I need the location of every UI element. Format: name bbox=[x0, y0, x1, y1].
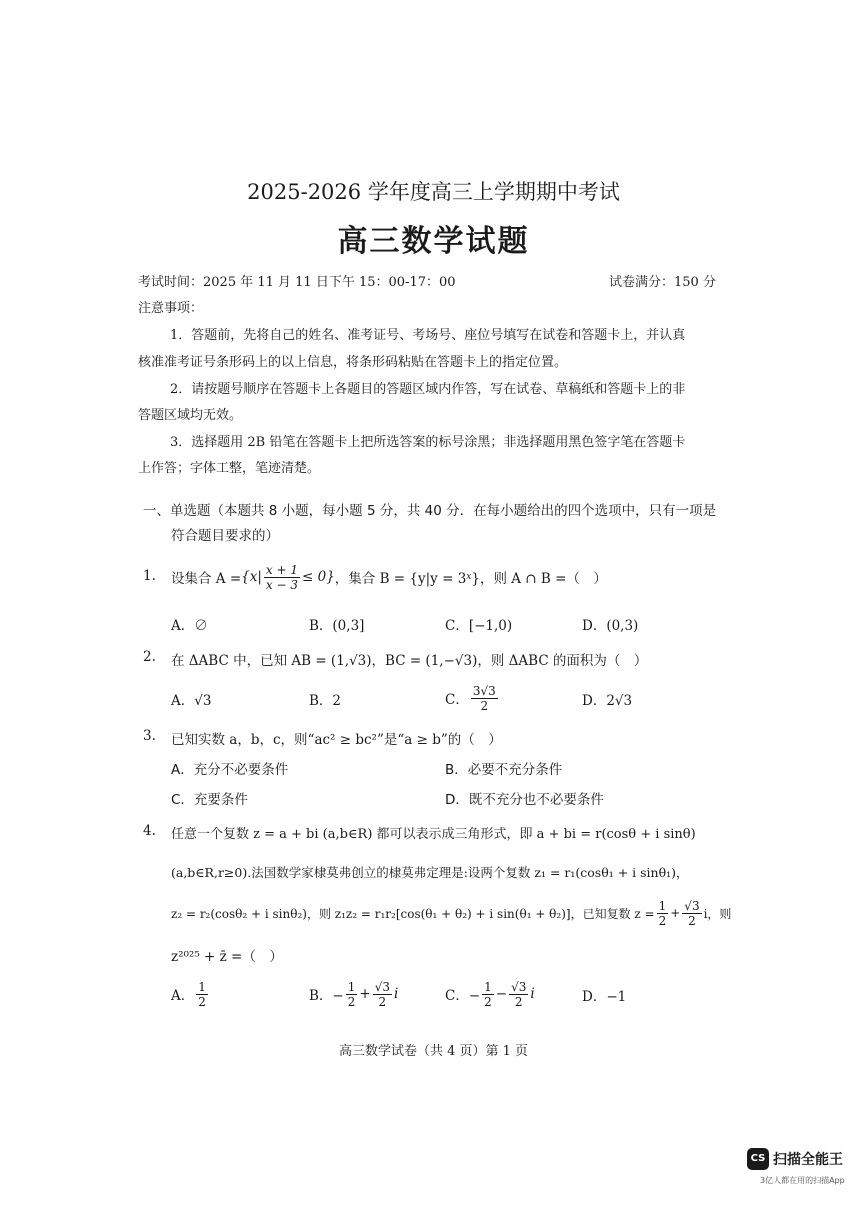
question-number: 4. bbox=[143, 823, 156, 839]
section-heading: 一、单选题（本题共 8 小题，每小题 5 分，共 40 分．在每小题给出的四个选项中，只有一项是 bbox=[143, 503, 717, 519]
frac-num: 1 bbox=[658, 898, 667, 913]
note-line: 2．请按题号顺序在答题卡上各题目的答题区域内作答，写在试卷、草稿纸和答题卡上的非 bbox=[170, 382, 686, 397]
option-a-label: A． bbox=[171, 988, 195, 1004]
option-c-frac-1 bbox=[482, 980, 494, 1009]
question-2-stem: 在 ΔABC 中，已知 AB = (1,√3)，BC = (1,−√3)，则 ΔABC 的面积为（ ） bbox=[171, 653, 648, 669]
notes-heading: 注意事项： bbox=[138, 301, 204, 316]
page-footer: 高三数学试卷（共 4 页）第 1 页 bbox=[338, 1044, 529, 1059]
question-number: 1. bbox=[143, 568, 156, 584]
q1-set-close: ≤ 0} bbox=[302, 569, 335, 585]
option-d: D．−1 bbox=[582, 989, 627, 1005]
option-a bbox=[171, 976, 210, 1012]
option-d: D．(0,3) bbox=[582, 618, 639, 634]
frac-num: 1 bbox=[198, 979, 206, 994]
q1-sup: x bbox=[466, 572, 472, 582]
frac-den: 2 bbox=[347, 994, 356, 1009]
option-a: A．充分不必要条件 bbox=[171, 762, 289, 778]
option-c bbox=[445, 976, 535, 1012]
scanner-logo-icon: CS bbox=[747, 1148, 769, 1170]
frac-den: 2 bbox=[484, 994, 492, 1009]
option-b: B．必要不充分条件 bbox=[445, 762, 563, 778]
frac-den: 2 bbox=[480, 698, 489, 713]
frac-num: √3 bbox=[374, 979, 390, 994]
question-4-line: 任意一个复数 z = a + bi (a,b∈R) 都可以表示成三角形式，即 a + bi = r(cosθ + i sinθ) bbox=[171, 827, 696, 842]
option-b: B．(0,3] bbox=[309, 618, 365, 634]
q1-frac-den: x − 3 bbox=[265, 577, 299, 592]
option-a-fraction bbox=[196, 980, 208, 1009]
option-b bbox=[309, 976, 398, 1012]
frac-den: 2 bbox=[688, 913, 696, 928]
option-d: D．2√3 bbox=[582, 693, 633, 709]
scanner-app-tagline: 3亿人都在用的扫描App bbox=[760, 1176, 845, 1185]
question-4-line: z²⁰²⁵ + z̄ =（ ） bbox=[171, 949, 283, 965]
full-score: 试卷满分：150 分 bbox=[609, 275, 716, 290]
option-d: D．既不充分也不必要条件 bbox=[445, 792, 604, 808]
q4-plus: + bbox=[670, 906, 681, 920]
question-4-line: (a,b∈R,r≥0).法国数学家棣莫弗创立的棣莫弗定理是:设两个复数 z₁ = r₁(cosθ₁ + i sinθ₁)， bbox=[171, 865, 689, 880]
option-b: B．2 bbox=[309, 693, 342, 709]
q4-frac-2 bbox=[682, 899, 701, 928]
frac-den: 2 bbox=[658, 913, 667, 928]
frac-num: 1 bbox=[484, 979, 492, 994]
option-c: C．[−1,0) bbox=[445, 618, 513, 634]
exam-title: 2025-2026 学年度高三上学期期中考试 bbox=[247, 180, 620, 204]
q1-text-c: }，则 A ∩ B =（ ） bbox=[471, 571, 607, 587]
option-c-minus: − bbox=[495, 986, 508, 1002]
option-b-plus: + bbox=[359, 986, 371, 1002]
frac-den: 2 bbox=[514, 994, 523, 1009]
frac-num: √3 bbox=[511, 979, 527, 994]
option-c: C．充要条件 bbox=[171, 792, 248, 808]
note-line: 答题区域均无效。 bbox=[138, 408, 243, 423]
option-c-label: C． bbox=[445, 692, 469, 708]
frac-den: 2 bbox=[378, 994, 387, 1009]
option-a: A．√3 bbox=[171, 693, 212, 709]
paper-title: 高三数学试题 bbox=[337, 224, 530, 259]
question-number: 3. bbox=[143, 728, 156, 744]
q4-frac-1 bbox=[657, 899, 669, 928]
option-b-label: B．− bbox=[309, 988, 344, 1004]
question-3-stem: 已知实数 a，b，c，则“ac² ≥ bc²”是“a ≥ b”的（ ） bbox=[171, 732, 502, 748]
option-c-frac-2 bbox=[509, 980, 528, 1009]
question-number: 2. bbox=[143, 649, 156, 665]
option-b-frac-2 bbox=[373, 980, 392, 1009]
frac-den: 2 bbox=[198, 994, 206, 1009]
option-b-frac-1 bbox=[346, 980, 358, 1009]
option-c-fraction bbox=[471, 684, 498, 713]
question-1-stem bbox=[171, 559, 607, 595]
q1-fraction bbox=[264, 563, 300, 592]
frac-num: √3 bbox=[684, 898, 700, 913]
frac-num: 1 bbox=[347, 979, 356, 994]
q4-line3-text: z₂ = r₂(cosθ₂ + i sinθ₂)，则 z₁z₂ = r₁r₂[cos(θ₁ + θ₂) + i sin(θ₁ + θ₂)]，已知复数 z = bbox=[171, 906, 655, 921]
exam-time: 考试时间：2025 年 11 月 11 日下午 15：00-17：00 bbox=[138, 275, 456, 290]
q1-set-open: {x| bbox=[241, 569, 262, 585]
question-4-line bbox=[171, 895, 731, 931]
note-line: 3．选择题用 2B 铅笔在答题卡上把所选答案的标号涂黑；非选择题用黑色签字笔在答题卡 bbox=[170, 435, 686, 450]
section-heading-cont: 符合题目要求的） bbox=[171, 528, 279, 544]
frac-num: 3√3 bbox=[472, 683, 496, 698]
q4-line3-tail: i，则 bbox=[703, 906, 732, 921]
q1-text-b: ，集合 B = {y|y = 3 bbox=[334, 571, 467, 587]
option-c-label: C．− bbox=[445, 988, 481, 1004]
option-c-i: i bbox=[530, 986, 535, 1002]
note-line: 1．答题前，先将自己的姓名、准考证号、考场号、座位号填写在试卷和答题卡上，并认真 bbox=[170, 328, 686, 343]
note-line: 核准准考证号条形码上的以上信息，将条形码粘贴在答题卡上的指定位置。 bbox=[138, 355, 568, 370]
option-c bbox=[445, 680, 500, 716]
option-a: A．∅ bbox=[171, 618, 208, 634]
option-b-i: i bbox=[393, 986, 399, 1002]
scanner-app-name: 扫描全能王 bbox=[773, 1152, 843, 1168]
note-line: 上作答；字体工整，笔迹清楚。 bbox=[138, 461, 321, 476]
q1-frac-num: x + 1 bbox=[265, 562, 299, 577]
q1-text: 设集合 A = bbox=[171, 571, 242, 587]
